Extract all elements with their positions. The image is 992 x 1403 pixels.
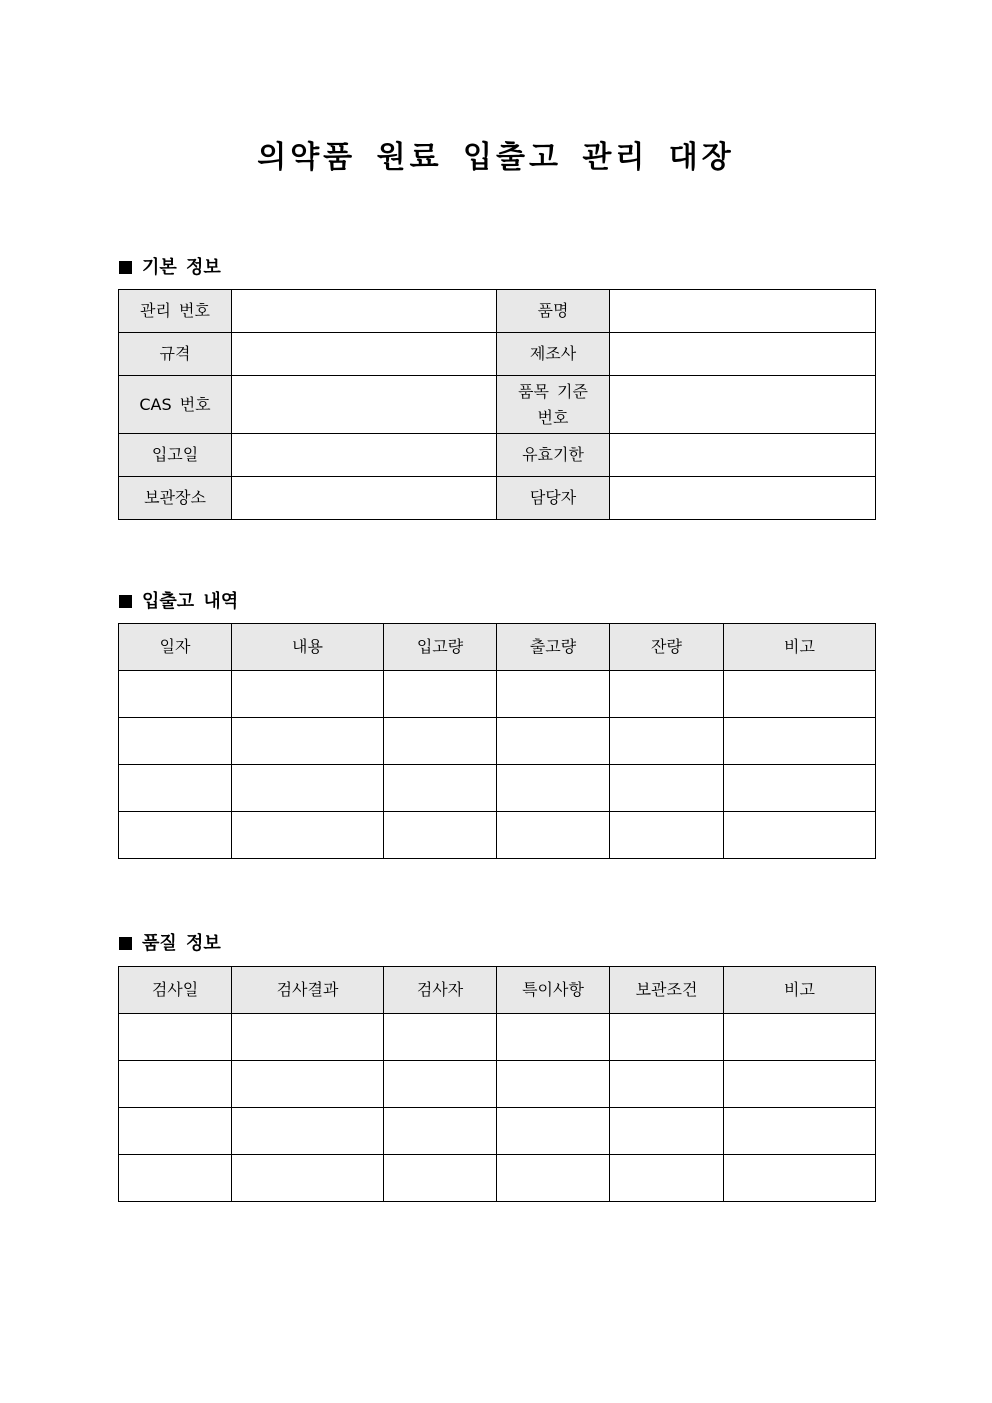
table-cell[interactable] — [384, 1061, 497, 1108]
table-cell[interactable] — [232, 1061, 384, 1108]
table-row — [119, 290, 876, 333]
table-cell[interactable] — [497, 1061, 610, 1108]
field-value-product-name[interactable] — [610, 290, 876, 333]
column-header: 일자 — [119, 624, 232, 671]
table-cell[interactable] — [384, 718, 497, 765]
table-cell[interactable] — [497, 1155, 610, 1202]
table-row — [119, 1155, 876, 1202]
field-label: 품명 — [497, 290, 610, 333]
table-cell[interactable] — [232, 671, 384, 718]
table-cell[interactable] — [610, 812, 724, 859]
field-label: 담당자 — [497, 477, 610, 520]
table-cell[interactable] — [610, 718, 724, 765]
field-value-person-in-charge[interactable] — [610, 477, 876, 520]
square-bullet-icon — [119, 937, 132, 950]
table-cell[interactable] — [497, 1014, 610, 1061]
table-cell[interactable] — [384, 765, 497, 812]
table-cell[interactable] — [232, 765, 384, 812]
column-header: 특이사항 — [497, 967, 610, 1014]
section-heading-quality — [119, 929, 221, 955]
table-cell[interactable] — [232, 1155, 384, 1202]
table-cell[interactable] — [724, 1108, 876, 1155]
section-heading-quality-text: 품질 정보 — [142, 933, 221, 954]
section-heading-basic — [119, 253, 221, 279]
table-cell[interactable] — [119, 1155, 232, 1202]
basic-info-table — [118, 289, 876, 520]
column-header: 검사자 — [384, 967, 497, 1014]
table-cell[interactable] — [497, 765, 610, 812]
table-cell[interactable] — [497, 812, 610, 859]
table-cell[interactable] — [610, 1108, 724, 1155]
column-header: 내용 — [232, 624, 384, 671]
table-row — [119, 718, 876, 765]
field-label: 제조사 — [497, 333, 610, 376]
table-cell[interactable] — [119, 671, 232, 718]
field-label: 품목 기준 번호 — [497, 376, 610, 434]
table-cell[interactable] — [119, 718, 232, 765]
table-cell[interactable] — [119, 1014, 232, 1061]
table-cell[interactable] — [724, 812, 876, 859]
table-cell[interactable] — [232, 1014, 384, 1061]
table-cell[interactable] — [724, 1014, 876, 1061]
table-cell[interactable] — [724, 718, 876, 765]
table-cell[interactable] — [232, 718, 384, 765]
table-cell[interactable] — [724, 765, 876, 812]
table-row — [119, 376, 876, 434]
square-bullet-icon — [119, 261, 132, 274]
table-cell[interactable] — [232, 1108, 384, 1155]
field-value-storage-location[interactable] — [232, 477, 497, 520]
table-row — [119, 1061, 876, 1108]
table-cell[interactable] — [497, 1108, 610, 1155]
table-cell[interactable] — [119, 1108, 232, 1155]
table-row — [119, 1014, 876, 1061]
table-cell[interactable] — [384, 1014, 497, 1061]
inout-history-table — [118, 623, 876, 859]
field-label: CAS 번호 — [119, 376, 232, 434]
table-cell[interactable] — [119, 1061, 232, 1108]
table-cell[interactable] — [610, 1155, 724, 1202]
section-heading-inout — [119, 587, 238, 613]
column-header: 검사일 — [119, 967, 232, 1014]
square-bullet-icon — [119, 595, 132, 608]
field-label: 관리 번호 — [119, 290, 232, 333]
field-value-management-number[interactable] — [232, 290, 497, 333]
table-cell[interactable] — [610, 1061, 724, 1108]
table-row — [119, 333, 876, 376]
table-cell[interactable] — [497, 671, 610, 718]
field-value-specification[interactable] — [232, 333, 497, 376]
table-cell[interactable] — [119, 812, 232, 859]
table-row — [119, 1108, 876, 1155]
table-row — [119, 477, 876, 520]
table-cell[interactable] — [724, 1061, 876, 1108]
table-cell[interactable] — [610, 765, 724, 812]
field-label: 규격 — [119, 333, 232, 376]
column-header: 비고 — [724, 624, 876, 671]
table-row — [119, 765, 876, 812]
field-label: 입고일 — [119, 434, 232, 477]
table-cell[interactable] — [384, 671, 497, 718]
table-cell[interactable] — [724, 1155, 876, 1202]
table-cell[interactable] — [232, 812, 384, 859]
table-cell[interactable] — [610, 1014, 724, 1061]
table-header-row — [119, 624, 876, 671]
table-cell[interactable] — [119, 765, 232, 812]
column-header: 입고량 — [384, 624, 497, 671]
field-value-item-standard-number[interactable] — [610, 376, 876, 434]
section-heading-basic-text: 기본 정보 — [142, 257, 221, 278]
table-cell[interactable] — [724, 671, 876, 718]
table-row — [119, 671, 876, 718]
column-header: 출고량 — [497, 624, 610, 671]
field-label: 유효기한 — [497, 434, 610, 477]
table-cell[interactable] — [610, 671, 724, 718]
table-header-row — [119, 967, 876, 1014]
column-header: 비고 — [724, 967, 876, 1014]
field-value-expiry-date[interactable] — [610, 434, 876, 477]
field-value-manufacturer[interactable] — [610, 333, 876, 376]
table-row — [119, 434, 876, 477]
table-cell[interactable] — [497, 718, 610, 765]
field-value-receipt-date[interactable] — [232, 434, 497, 477]
field-label: 보관장소 — [119, 477, 232, 520]
table-cell[interactable] — [384, 1108, 497, 1155]
column-header: 보관조건 — [610, 967, 724, 1014]
table-cell[interactable] — [384, 1155, 497, 1202]
column-header: 잔량 — [610, 624, 724, 671]
table-cell[interactable] — [384, 812, 497, 859]
column-header: 검사결과 — [232, 967, 384, 1014]
quality-info-table — [118, 966, 876, 1202]
section-heading-inout-text: 입출고 내역 — [142, 591, 239, 612]
document-title: 의약품 원료 입출고 관리 대장 — [257, 140, 735, 175]
table-row — [119, 812, 876, 859]
field-value-cas-number[interactable] — [232, 376, 497, 434]
